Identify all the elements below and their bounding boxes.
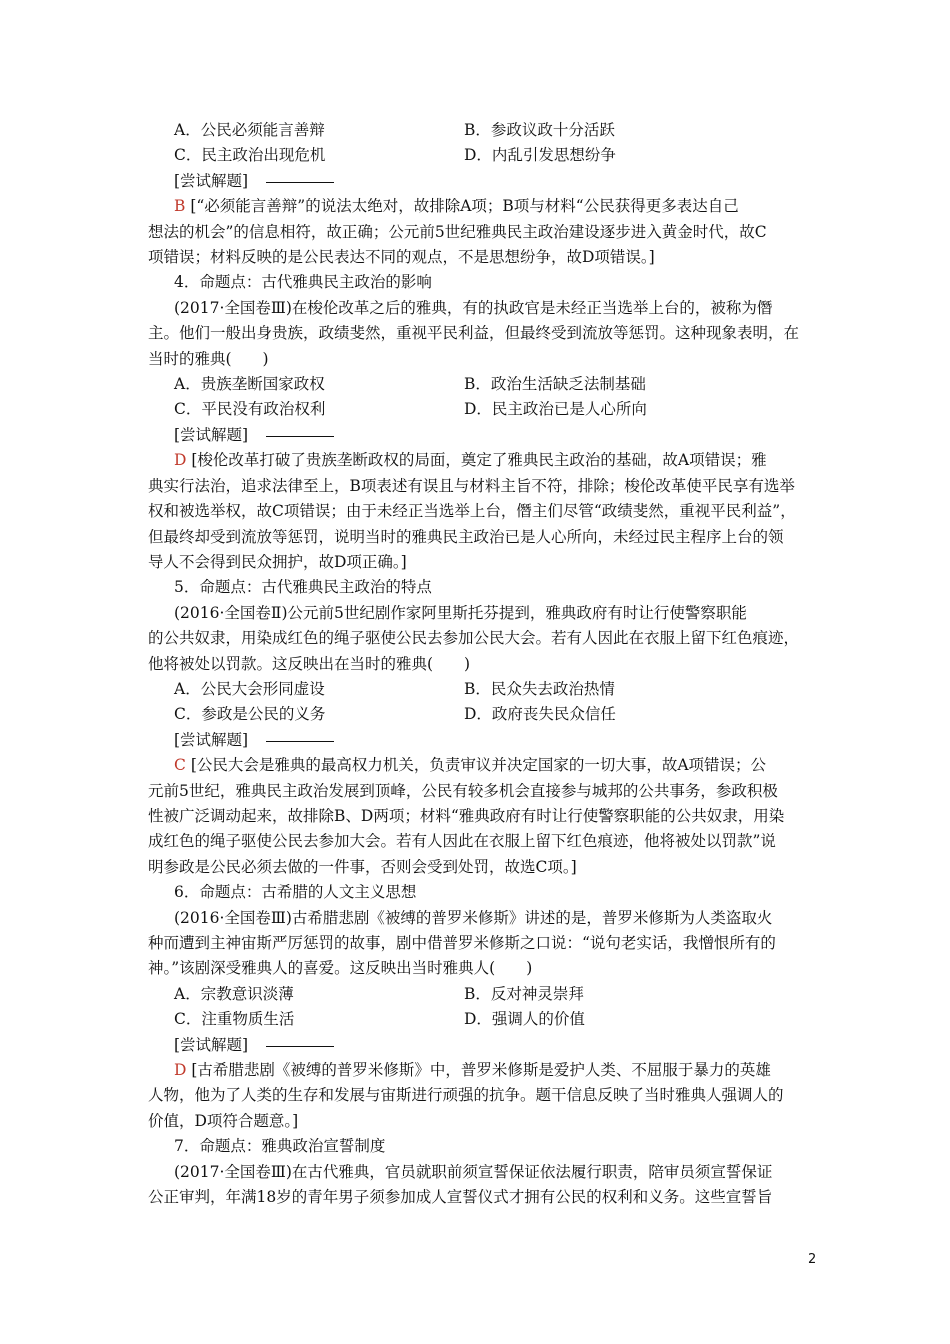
q3-explanation-line-1 <box>148 194 818 219</box>
q4-option-b: B．政治生活缺乏法制基础 <box>464 375 646 394</box>
q5-explanation-line-2: 元前5世纪，雅典民主政治发展到顶峰，公民有较多机会直接参与城邦的公共事务，参政积极 <box>148 781 778 800</box>
q3-option-a: A．公民必须能言善辩 <box>174 121 325 139</box>
q7-heading: 7．命题点：雅典政治宣誓制度 <box>174 1137 386 1156</box>
q5-option-a: A．公民大会形同虚设 <box>174 679 325 698</box>
q5-options-row-1 <box>148 677 818 702</box>
q4-option-a: A．贵族垄断国家政权 <box>174 375 325 394</box>
q6-stem-line-1: (2016·全国卷Ⅲ)古希腊悲剧《被缚的普罗米修斯》讲述的是，普罗米修斯为人类盗取火 <box>174 908 773 927</box>
q5-stem-line-1: (2016·全国卷Ⅱ)公元前5世纪剧作家阿里斯托芬提到，雅典政府有时让行使警察职能 <box>174 603 747 622</box>
q5-explanation-line-1 <box>148 753 818 778</box>
q5-option-d: D．政府丧失民众信任 <box>464 705 616 724</box>
q6-option-d: D．强调人的价值 <box>464 1010 585 1029</box>
q4-stem-line-3: 当时的雅典( ) <box>148 349 269 368</box>
q5-options-row-2 <box>148 702 818 727</box>
q5-explanation-line-4: 成红色的绳子驱使公民去参加大会。若有人因此在衣服上留下红色痕迹，他将被处以罚款”说 <box>148 832 776 851</box>
q6-option-b: B．反对神灵崇拜 <box>464 984 584 1003</box>
q6-answer-letter: D <box>174 1061 187 1080</box>
q3-try-line <box>148 169 818 194</box>
q6-stem-line-3: 神。”该剧深受雅典人的喜爱。这反映出当时雅典人( ) <box>148 959 533 978</box>
q5-stem-line-2: 的公共奴隶，用染成红色的绳子驱使公民去参加公民大会。若有人因此在衣服上留下红色痕迹， <box>148 629 800 648</box>
q4-try-label: [尝试解题] <box>174 425 249 444</box>
q6-options-row-2 <box>148 1007 818 1032</box>
q3-explanation-text-1: [“必须能言善辩”的说法太绝对，故排除A项；B项与材料“公民获得更多表达自己 <box>190 197 739 216</box>
q3-answer-blank <box>266 182 334 183</box>
q3-option-b: B．参政议政十分活跃 <box>464 121 615 139</box>
q4-options-row-2 <box>148 397 818 422</box>
q6-explanation-line-3: 价值，D项符合题意。] <box>148 1111 299 1130</box>
q6-explanation-line-2: 人物，他为了人类的生存和发展与宙斯进行顽强的抗争。题干信息反映了当时雅典人强调人的 <box>148 1086 784 1105</box>
q4-explanation-line-2: 典实行法治，追求法律至上，B项表述有误且与材料主旨不符，排除；梭伦改革使平民享有选举 <box>148 476 795 495</box>
q4-answer-blank <box>266 436 334 437</box>
q7-stem-line-2: 公正审判，年满18岁的青年男子须参加成人宣誓仪式才拥有公民的权利和义务。这些宣誓旨 <box>148 1188 773 1207</box>
q3-options-row-1 <box>148 118 818 143</box>
q4-option-c: C．平民没有政治权利 <box>174 400 326 419</box>
q4-options-row-1 <box>148 372 818 397</box>
q5-answer-letter: C <box>174 756 186 775</box>
q5-stem-line-3: 他将被处以罚款。这反映出在当时的雅典( ) <box>148 654 471 673</box>
q3-explanation-line-2: 想法的机会”的信息相符，故正确；公元前5世纪雅典民主政治建设逐步进入黄金时代，故C <box>148 222 767 241</box>
q3-options-row-2 <box>148 143 818 168</box>
q4-stem-line-2: 主。他们一般出身贵族，政绩斐然，重视平民利益，但最终受到流放等惩罚。这种现象表明，在 <box>148 324 800 343</box>
q5-heading: 5．命题点：古代雅典民主政治的特点 <box>174 578 432 597</box>
q3-try-label: [尝试解题] <box>174 171 249 190</box>
q5-try-label: [尝试解题] <box>174 730 249 749</box>
q6-try-line <box>148 1033 818 1058</box>
page-content <box>148 118 818 1210</box>
q4-explanation-line-5: 导人不会得到民众拥护，故D项正确。] <box>148 552 407 571</box>
page-number: 2 <box>808 1252 817 1267</box>
q3-option-c: C．民主政治出现危机 <box>174 146 326 165</box>
q4-stem-line-1: (2017·全国卷Ⅲ)在梭伦改革之后的雅典，有的执政官是未经正当选举上台的，被称为僭 <box>174 298 773 317</box>
q6-explanation-line-1 <box>148 1058 818 1083</box>
q6-stem-line-2: 种而遭到主神宙斯严厉惩罚的故事，剧中借普罗米修斯之口说：“说句老实话，我憎恨所有的 <box>148 934 776 952</box>
q6-heading: 6．命题点：古希腊的人文主义思想 <box>174 883 417 902</box>
q6-option-a: A．宗教意识淡薄 <box>174 984 294 1003</box>
q6-explanation-text-1: [古希腊悲剧《被缚的普罗米修斯》中，普罗米修斯是爱护人类、不屈服于暴力的英雄 <box>191 1061 771 1080</box>
q5-option-c: C．参政是公民的义务 <box>174 705 326 724</box>
q5-answer-blank <box>266 741 334 742</box>
q5-explanation-text-1: [公民大会是雅典的最高权力机关，负责审议并决定国家的一切大事，故A项错误；公 <box>190 756 767 775</box>
q6-try-label: [尝试解题] <box>174 1035 249 1054</box>
q5-option-b: B．民众失去政治热情 <box>464 679 615 698</box>
q4-try-line <box>148 423 818 448</box>
q4-explanation-line-1 <box>148 448 818 473</box>
q5-explanation-line-3: 性被广泛调动起来，故排除B、D两项；材料“雅典政府有时让行使警察职能的公共奴隶，用染 <box>148 806 785 825</box>
q4-option-d: D．民主政治已是人心所向 <box>464 400 647 419</box>
q6-option-c: C．注重物质生活 <box>174 1010 295 1029</box>
q6-answer-blank <box>266 1046 334 1047</box>
q3-answer-letter: B <box>174 197 186 216</box>
q7-stem-line-1: (2017·全国卷Ⅲ)在古代雅典，官员就职前须宣誓保证依法履行职责，陪审员须宣誓保证 <box>174 1162 773 1181</box>
q4-heading: 4．命题点：古代雅典民主政治的影响 <box>174 273 432 292</box>
q3-option-d: D．内乱引发思想纷争 <box>464 146 616 165</box>
q4-answer-letter: D <box>174 451 187 470</box>
q4-explanation-text-1: [梭伦改革打破了贵族垄断政权的局面，奠定了雅典民主政治的基础，故A项错误；雅 <box>191 451 767 470</box>
q4-explanation-line-4: 但最终却受到流放等惩罚，说明当时的雅典民主政治已是人心所向，未经过民主程序上台的领 <box>148 527 784 546</box>
q3-explanation-line-3: 项错误；材料反映的是公民表达不同的观点，不是思想纷争，故D项错误。] <box>148 248 655 267</box>
q5-try-line <box>148 728 818 753</box>
q4-explanation-line-3: 权和被选举权，故C项错误；由于未经正当选举上台，僭主们尽管“政绩斐然，重视平民利益”， <box>148 502 796 521</box>
q6-options-row-1 <box>148 982 818 1007</box>
q5-explanation-line-5: 明参政是公民必须去做的一件事，否则会受到处罚，故选C项。] <box>148 857 577 876</box>
